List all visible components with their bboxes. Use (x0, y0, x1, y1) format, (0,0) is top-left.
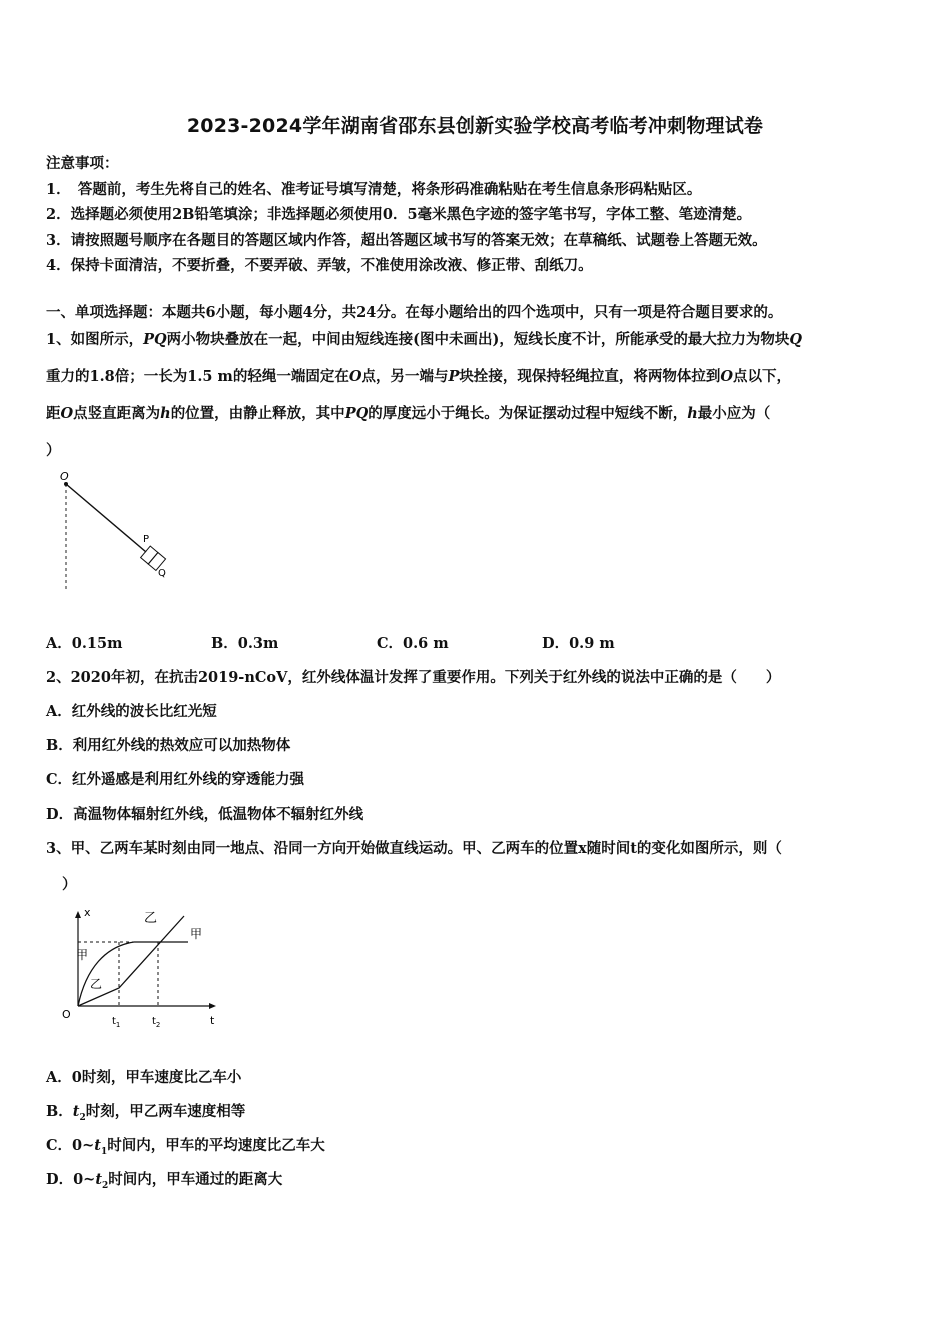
notice-item-1: 1． 答题前，考生先将自己的姓名、准考证号填写清楚，将条形码准确粘贴在考生信息条形码粘贴区。 (46, 181, 702, 198)
q1-stem-line2 (46, 365, 791, 386)
notice-heading: 注意事项： (46, 155, 119, 172)
q1-text: 的厚度远小于绳长。为保证摆动过程中短线不断， (368, 405, 688, 422)
notice-item-2: 2．选择题必须使用2B铅笔填涂；非选择题必须使用0．5毫米黑色字迹的签字笔书写，字体工整、笔迹清楚。 (46, 206, 752, 223)
rope-line (66, 484, 146, 552)
t1-subscript: 1 (115, 1021, 121, 1029)
label-yi-top: 乙 (144, 911, 158, 926)
q3-stem-line2: ） (62, 876, 77, 893)
q3-opt-text: C．0~ (46, 1137, 95, 1154)
q1-text: 两小物块叠放在一起，中间由短线连接(图中未画出)，短线长度不计，所能承受的最大拉力为物块 (166, 331, 790, 348)
q3-stem-line1: 3、甲、乙两车某时刻由同一地点、沿同一方向开始做直线运动。甲、乙两车的位置x随时间t的变化如图所示，则（ (46, 840, 782, 857)
q3-xt-graph (56, 902, 222, 1030)
q2-option-c: C．红外遥感是利用红外线的穿透能力强 (46, 771, 305, 788)
label-t: t (210, 1014, 215, 1027)
q1-text: 1、如图所示， (46, 331, 144, 348)
q3-option-c (46, 1134, 325, 1157)
q1-option-a: A．0.15m (46, 635, 123, 652)
q3-opt-text: D．0~ (46, 1171, 96, 1188)
label-o: O (60, 470, 69, 483)
label-q: Q (158, 568, 166, 579)
q2-option-b: B．利用红外线的热效应可以加热物体 (46, 737, 291, 754)
q1-text: 重力的1.8倍；一长为1.5 m的轻绳一端固定在 (46, 368, 349, 385)
q2-option-d: D．高温物体辐射红外线，低温物体不辐射红外线 (46, 806, 364, 823)
q3-opt-var: t (72, 1103, 80, 1120)
label-yi-inner: 乙 (90, 977, 103, 991)
curve-jia (78, 942, 188, 1006)
label-p: P (143, 534, 150, 545)
q2-stem: 2、2020年初，在抗击2019-nCoV，红外线体温计发挥了重要作用。下列关于红外线的说法中正确的是（ ） (46, 669, 781, 686)
q3-opt-var: t (94, 1137, 101, 1154)
q1-text: 最小应为（ (697, 405, 771, 422)
q1-option-c: C．0.6 m (377, 635, 449, 652)
q1-text: 点竖直距离为 (73, 405, 161, 422)
label-t1 (112, 1016, 120, 1029)
q1-text: 块拴接，现保持轻绳拉直，将两物体拉到 (459, 368, 721, 385)
q1-text: 点以下， (733, 368, 792, 385)
label-origin: O (62, 1008, 71, 1021)
q3-option-a: A．0时刻，甲车速度比乙车小 (46, 1069, 242, 1086)
q3-option-b (46, 1100, 245, 1123)
q3-opt-text: 时间内，甲车的平均速度比乙车大 (107, 1137, 325, 1154)
q1-stem-line4: ） (46, 442, 61, 459)
q1-var: O (348, 368, 362, 385)
q3-option-d (46, 1168, 282, 1191)
label-x: x (84, 906, 91, 919)
line-yi (78, 916, 184, 1006)
notice-item-4: 4．保持卡面清洁，不要折叠，不要弄破、弄皱，不准使用涂改液、修正带、刮纸刀。 (46, 257, 593, 274)
label-jia-left: 甲 (76, 948, 89, 962)
q1-var: O (720, 368, 734, 385)
q3-opt-var: t (95, 1171, 103, 1188)
q1-var: O (60, 405, 74, 422)
q1-text: 距 (46, 405, 61, 422)
q3-opt-text: 时间内，甲车通过的距离大 (108, 1171, 283, 1188)
q1-var: PQ (344, 405, 369, 422)
label-jia-right: 甲 (190, 927, 203, 941)
q3-opt-sub: 2 (102, 1180, 109, 1191)
x-axis-arrow (209, 1003, 216, 1009)
q1-var: P (448, 368, 460, 385)
page-title: 2023-2024学年湖南省邵东县创新实验学校高考临考冲刺物理试卷 (186, 115, 764, 137)
t2-subscript: 2 (155, 1021, 161, 1029)
q3-opt-text: 时刻，甲乙两车速度相等 (85, 1103, 246, 1120)
q1-var: Q (789, 331, 802, 348)
q1-option-d: D．0.9 m (542, 635, 615, 652)
label-t2 (152, 1016, 160, 1029)
q1-pendulum-figure (56, 466, 186, 594)
q1-stem-line3 (46, 402, 770, 423)
q1-var: h (160, 405, 171, 422)
q1-text: 的位置，由静止释放，其中 (170, 405, 345, 422)
y-axis-arrow (75, 911, 81, 918)
q2-option-a: A．红外线的波长比红光短 (46, 703, 217, 720)
q1-var: PQ (143, 331, 167, 348)
t2-letter: t (152, 1016, 156, 1027)
notice-item-3: 3．请按照题号顺序在各题目的答题区域内作答，超出答题区域书写的答案无效；在草稿纸、试题卷上答题无效。 (46, 232, 767, 249)
q1-option-b: B．0.3m (211, 635, 279, 652)
q3-opt-text: B． (46, 1103, 73, 1120)
q1-text: 点，另一端与 (361, 368, 449, 385)
section1-heading: 一、单项选择题：本题共6小题，每小题4分，共24分。在每小题给出的四个选项中，只有一项是符合题目要求的。 (46, 304, 783, 321)
q3-opt-sub: 2 (79, 1112, 86, 1123)
q1-stem-line1 (46, 328, 802, 349)
q3-opt-sub: 1 (100, 1146, 108, 1157)
q1-var: h (687, 405, 698, 422)
t1-letter: t (112, 1016, 116, 1027)
